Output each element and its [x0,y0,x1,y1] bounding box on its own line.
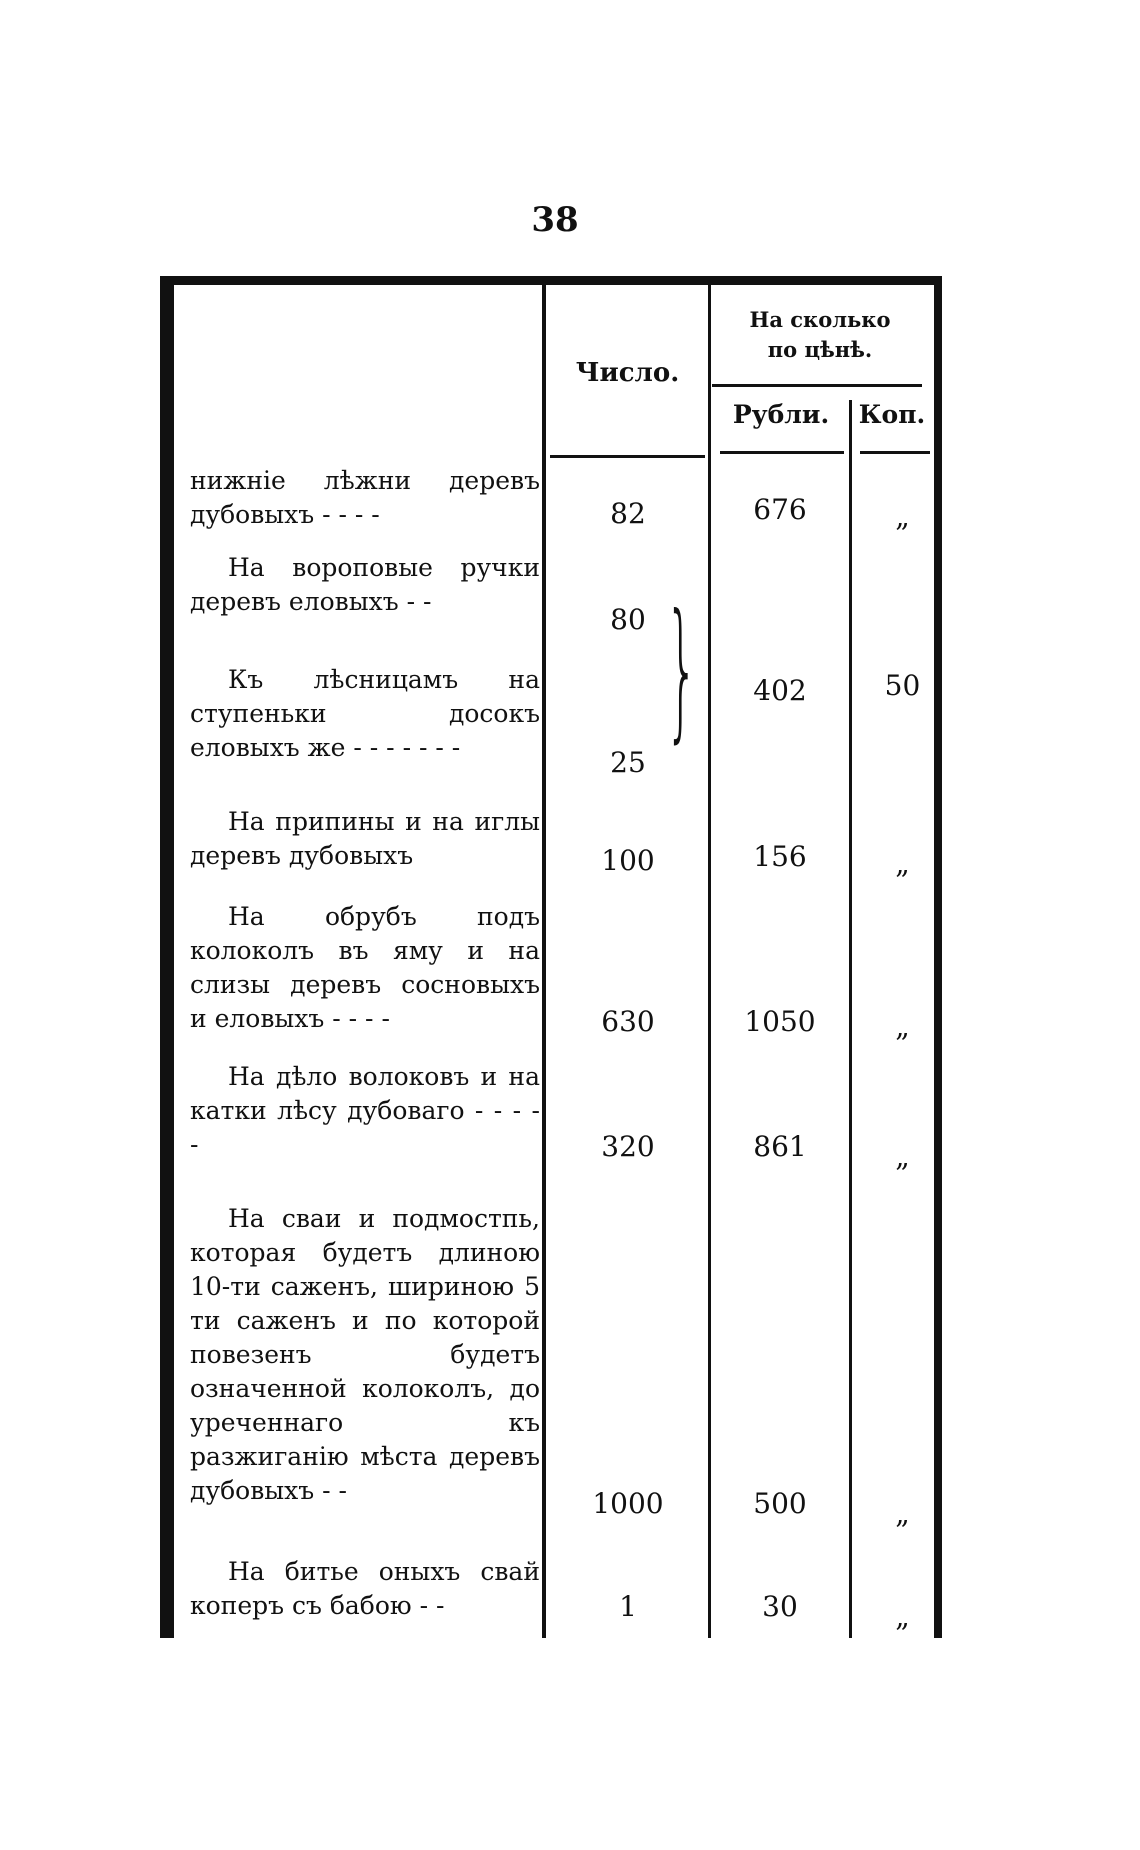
table-row-kopecks: „ [895,1600,910,1633]
page-number: 38 [531,200,579,240]
table-row-kopecks: „ [895,1497,910,1530]
table-row-count: 100 [601,844,655,877]
table-row-label: На припины и на иглы деревъ дубовыхъ [190,807,540,870]
table-row-rubles: 676 [753,493,807,526]
table-left-border [160,276,174,1638]
table-row-rubles: 156 [753,840,807,873]
table-right-border [934,276,942,1638]
table-row-label: На дѣло волоковъ и на катки лѣсу дубоваго - - - - - [190,1062,540,1159]
table-row-count: 82 [610,497,646,530]
table-row-kopecks: „ [895,500,910,533]
table-row-label: нижніе лѣжни деревъ дубовыхъ - - - - [190,466,540,529]
table-row-kopecks: „ [895,847,910,880]
header-underline-count [550,455,705,458]
table-row-count: 630 [601,1005,655,1038]
table-row-rubles: 30 [762,1590,798,1623]
header-kopecks: Коп. [858,400,926,429]
table-row-rubles: 402 [753,674,807,707]
table-row-count: 1000 [592,1487,664,1520]
table-row-label: На вороповые ручки деревъ еловыхъ - - [190,553,540,616]
table-row-kopecks: 50 [884,669,921,702]
table-row-label: На сваи и подмостпь, которая будетъ длиною 10-ти саженъ, шириною 5 ти саженъ и по которой повезенъ будетъ означенной колоколъ, до уреченнаго къ разжиганію мѣста деревъ дубовыхъ - - [190,1204,540,1505]
header-price-group: На сколько по цѣнѣ. [749,307,891,362]
column-divider-price [708,285,711,1638]
table-row-count: 1 [619,1590,637,1623]
header-rubles: Рубли. [732,400,830,429]
table-row-rubles: 500 [753,1487,807,1520]
header-underline-kopecks [860,451,930,454]
table-row-count: 320 [601,1130,655,1163]
column-divider-count [542,285,546,1638]
table-row-label: На обрубъ подъ колоколъ въ яму и на слизы деревъ сосновыхъ и еловыхъ - - - - [190,902,540,1033]
header-count: Число. [575,358,680,388]
grouping-brace: } [665,583,699,757]
price-header-underline [712,384,922,387]
table-top-border [160,276,942,285]
table-row-label: Къ лѣсницамъ на ступеньки досокъ еловыхъ же - - - - - - - [190,665,540,762]
table-row-kopecks: „ [895,1010,910,1043]
table-row-count: 80 [610,603,646,636]
table-row-rubles: 861 [753,1130,807,1163]
header-underline-rubles [720,451,844,454]
table-row-kopecks: „ [895,1140,910,1173]
table-row-rubles: 1050 [744,1005,816,1038]
table-row-count: 25 [610,746,646,779]
table-row-label: На битье оныхъ свай коперъ съ бабою - - [190,1557,540,1620]
